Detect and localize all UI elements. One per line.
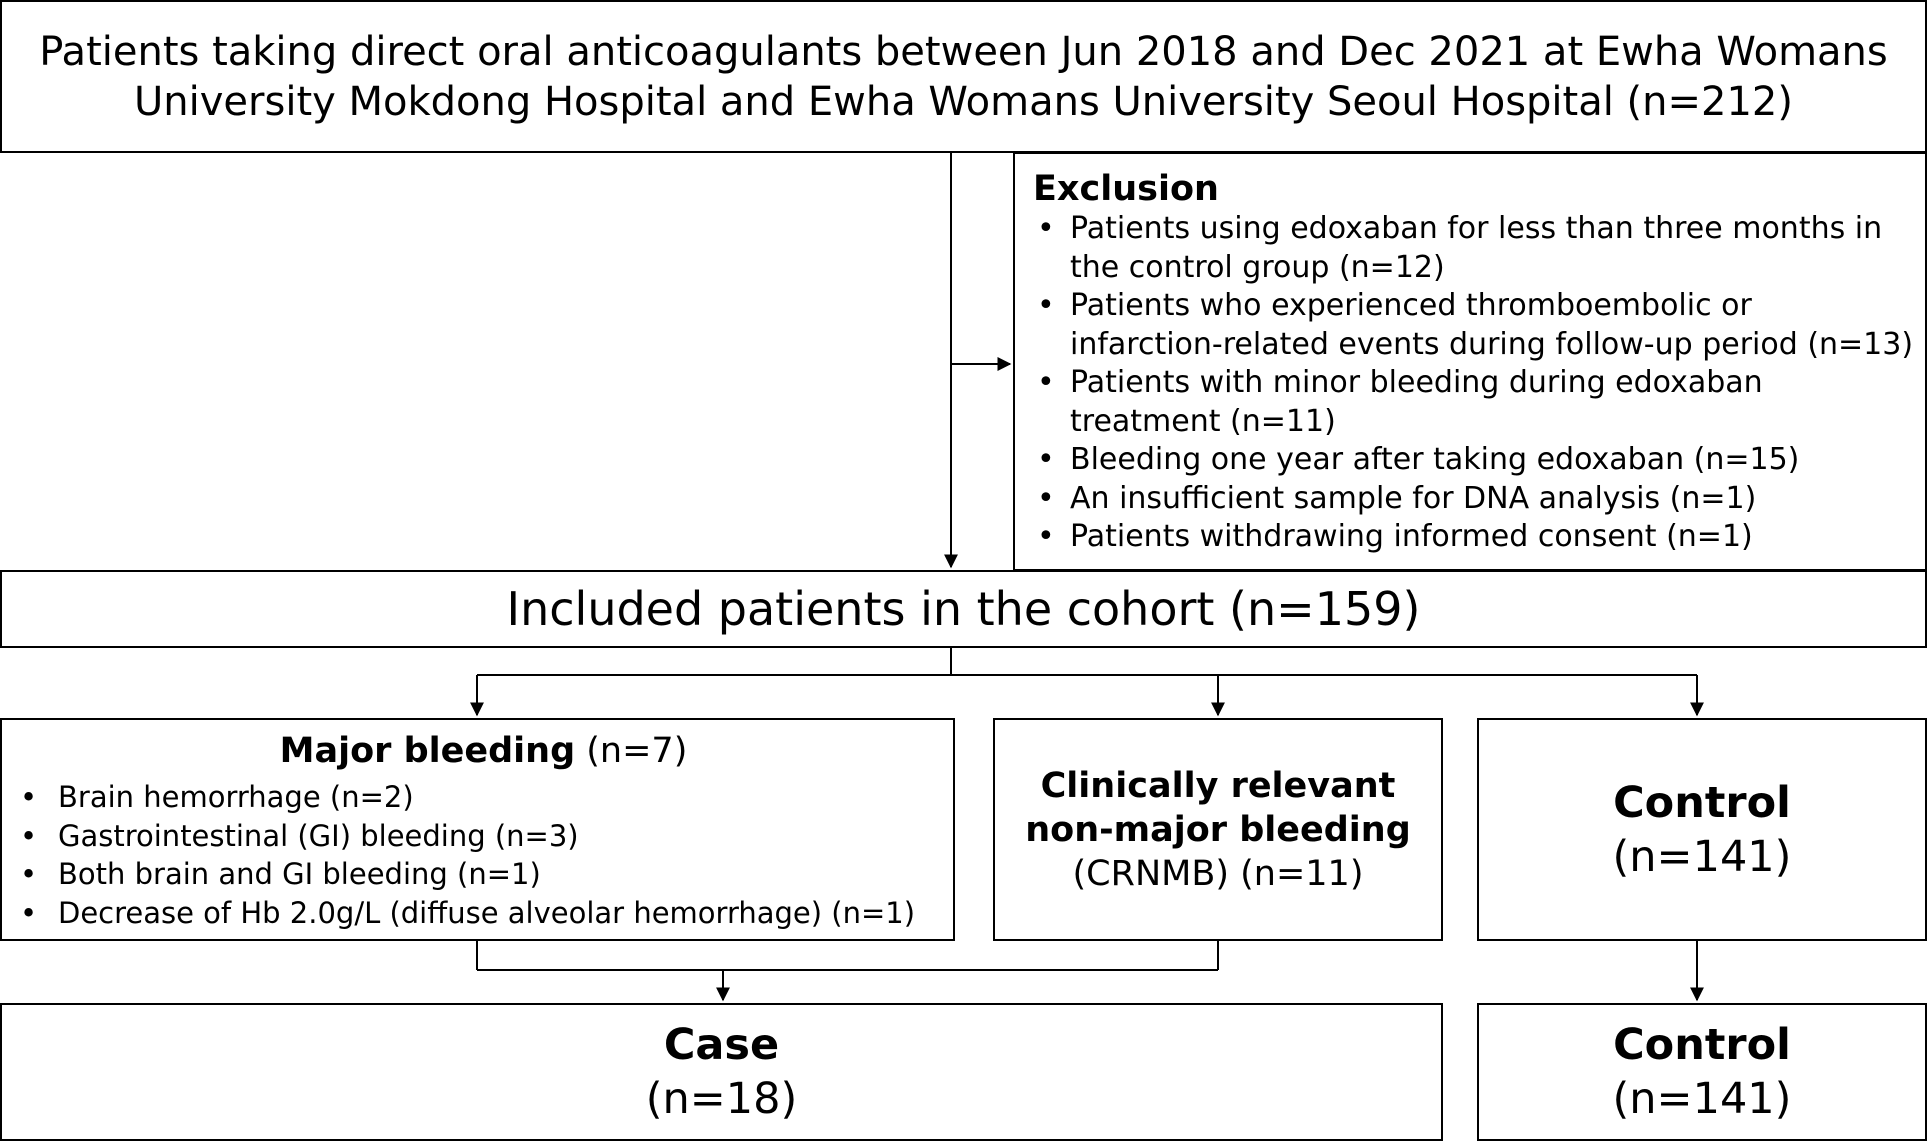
- bullet-icon: •: [20, 818, 38, 853]
- bullet-icon: •: [1037, 519, 1055, 554]
- control-group-title: Control: [1613, 777, 1791, 828]
- control-group-count: (n=141): [1612, 831, 1792, 882]
- major-bleeding-item: [14, 778, 953, 817]
- bullet-icon: •: [20, 857, 38, 891]
- major-bleeding-item: [14, 894, 953, 933]
- major-bleeding-count: (n=7): [586, 731, 688, 771]
- source-population-box: [0, 0, 1927, 153]
- bullet-icon: •: [1037, 480, 1055, 516]
- major-bleeding-item-text: Both brain and GI bleeding (n=1): [58, 857, 541, 891]
- major-bleeding-item: [14, 855, 953, 894]
- exclusion-title: Exclusion: [1033, 169, 1219, 209]
- exclusion-item: [1033, 287, 1925, 364]
- exclusion-item: [1033, 441, 1925, 480]
- major-bleeding-item-text: Brain hemorrhage (n=2): [58, 780, 414, 814]
- source-population-line1: Patients taking direct oral anticoagulants between Jun 2018 and Dec 2021 at Ewha Womans: [39, 28, 1888, 75]
- exclusion-item-line1: Patients with minor bleeding during edoxaban: [1070, 365, 1763, 400]
- exclusion-item: [1033, 210, 1925, 287]
- control-final-count: (n=141): [1612, 1074, 1792, 1124]
- case-box: [0, 1003, 1443, 1141]
- exclusion-item-line1: Bleeding one year after taking edoxaban (n=15): [1070, 442, 1800, 477]
- control-final-box: [1477, 1003, 1927, 1141]
- control-final-title: Control: [1613, 1020, 1791, 1070]
- source-population-line2: University Mokdong Hospital and Ewha Womans University Seoul Hospital (n=212): [134, 78, 1793, 125]
- major-bleeding-item-text: Gastrointestinal (GI) bleeding (n=3): [58, 818, 579, 853]
- exclusion-box: [1013, 152, 1927, 571]
- exclusion-item-line2: infarction-related events during follow-up period (n=13): [1070, 326, 1914, 362]
- bullet-icon: •: [1037, 211, 1055, 246]
- case-count: (n=18): [645, 1074, 798, 1124]
- case-title: Case: [663, 1020, 780, 1070]
- exclusion-item-line1: Patients who experienced thromboembolic or: [1070, 288, 1752, 323]
- major-bleeding-title: Major bleeding: [279, 731, 576, 771]
- exclusion-item-line1: Patients withdrawing informed consent (n=1): [1070, 519, 1753, 554]
- crnmb-line3: (CRNMB) (n=11): [1072, 853, 1364, 894]
- exclusion-item-line2: the control group (n=12): [1070, 249, 1445, 285]
- cohort-label: Included patients in the cohort (n=159): [506, 582, 1421, 636]
- bullet-icon: •: [1037, 288, 1055, 323]
- exclusion-item-line1: An insufficient sample for DNA analysis (n=1): [1070, 480, 1757, 516]
- bullet-icon: •: [1037, 442, 1055, 477]
- exclusion-item: [1033, 518, 1925, 557]
- major-bleeding-box: [0, 718, 955, 941]
- major-bleeding-list: [14, 778, 953, 932]
- exclusion-item: [1033, 480, 1925, 519]
- control-group-box: [1477, 718, 1927, 941]
- crnmb-box: [993, 718, 1443, 941]
- exclusion-item: [1033, 364, 1925, 441]
- major-bleeding-item-text: Decrease of Hb 2.0g/L (diffuse alveolar hemorrhage) (n=1): [58, 895, 916, 930]
- cohort-box: [0, 570, 1927, 648]
- bullet-icon: •: [20, 780, 38, 814]
- crnmb-line1: Clinically relevant: [1040, 765, 1396, 806]
- exclusion-list: [1033, 210, 1925, 557]
- exclusion-item-line1: Patients using edoxaban for less than three months in: [1070, 211, 1883, 246]
- exclusion-item-line2: treatment (n=11): [1070, 403, 1336, 439]
- bullet-icon: •: [1037, 365, 1055, 400]
- crnmb-line2: non-major bleeding: [1025, 809, 1411, 850]
- major-bleeding-heading: [14, 728, 953, 774]
- major-bleeding-item: [14, 817, 953, 856]
- bullet-icon: •: [20, 895, 38, 930]
